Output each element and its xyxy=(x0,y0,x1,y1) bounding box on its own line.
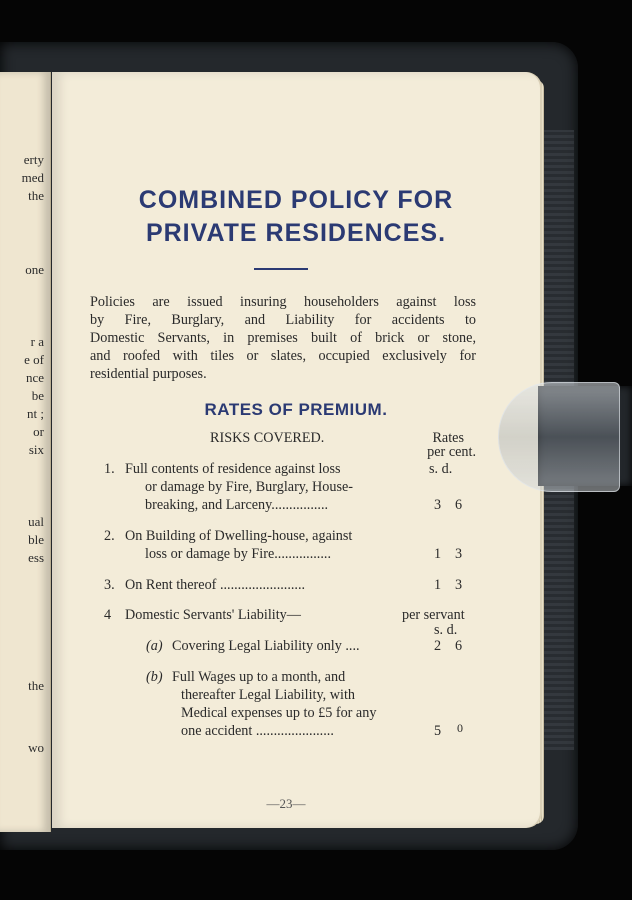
left-page-fragment: ess xyxy=(28,550,44,565)
sub-item-label: (a) xyxy=(146,638,163,654)
rates-column-header: Rates xyxy=(432,430,464,446)
sub-item-label: (b) xyxy=(146,669,163,685)
sd-header: s. d. xyxy=(434,622,458,638)
left-page-fragment: ble xyxy=(28,532,44,547)
left-page-fragment: the xyxy=(28,678,44,693)
clasp-strap xyxy=(498,382,632,490)
left-page-fragment: be xyxy=(31,388,44,403)
rate-pence: 6 xyxy=(455,638,463,654)
left-page-fragment: or xyxy=(33,424,44,439)
intro-line: Policies are issued insuring householders against loss xyxy=(90,294,476,310)
left-page-fragment: ual xyxy=(28,514,44,529)
sub-item-text: Full Wages up to a month, and xyxy=(172,669,346,685)
left-page xyxy=(0,72,51,832)
left-page-fragment: erty xyxy=(23,152,44,167)
intro-line: by Fire, Burglary, and Liability for accidents to xyxy=(90,312,476,328)
page-number: —23— xyxy=(266,796,306,811)
item-text: On Rent thereof ........................ xyxy=(125,577,306,593)
item-text: breaking, and Larceny................ xyxy=(145,497,329,513)
item-text: On Building of Dwelling-house, against xyxy=(125,528,353,544)
item-number: 4 xyxy=(104,607,112,623)
item-text: loss or damage by Fire................ xyxy=(145,546,331,562)
left-page-fragment: med xyxy=(21,170,44,185)
title-rule xyxy=(254,268,308,270)
intro-line: residential purposes. xyxy=(90,366,207,382)
item-number: 1. xyxy=(104,461,115,477)
intro-line: and roofed with tiles or slates, occupied exclusively for xyxy=(90,348,476,364)
sub-item-text: thereafter Legal Liability, with xyxy=(181,687,355,703)
rate-shillings: 5 xyxy=(434,723,442,739)
item-text: Full contents of residence against loss xyxy=(125,461,341,477)
page-title-line: COMBINED POLICY FOR xyxy=(138,186,454,214)
rate-pence: 3 xyxy=(455,577,463,593)
rate-pence: 3 xyxy=(455,546,463,562)
left-page-fragment: e of xyxy=(24,352,44,367)
sub-item-text: one accident ...................... xyxy=(181,723,334,739)
rate-shillings: 2 xyxy=(434,638,442,654)
risks-column-header: RISKS COVERED. xyxy=(210,430,325,446)
rates-column-header: per cent. xyxy=(427,444,476,460)
intro-line: Domestic Servants, in premises built of brick or stone, xyxy=(90,330,476,346)
per-servant-label: per servant xyxy=(402,607,465,623)
left-page-fragment: six xyxy=(28,442,44,457)
sub-item-text: Covering Legal Liability only .... xyxy=(172,638,360,654)
rate-shillings: 1 xyxy=(434,577,442,593)
left-page-fragment: r a xyxy=(30,334,44,349)
item-text: Domestic Servants' Liability— xyxy=(125,607,301,623)
left-page-fragment: wo xyxy=(28,740,44,755)
left-page-fragment: nt ; xyxy=(27,406,44,421)
item-text: or damage by Fire, Burglary, House- xyxy=(145,479,354,495)
rate-pence: 0 xyxy=(457,721,463,735)
item-number: 3. xyxy=(104,577,115,593)
page-title-line: PRIVATE RESIDENCES. xyxy=(145,219,447,247)
item-number: 2. xyxy=(104,528,115,544)
sd-header: s. d. xyxy=(429,461,453,477)
left-page-fragment: nce xyxy=(25,370,44,385)
premium-heading: RATES OF PREMIUM. xyxy=(204,400,388,419)
strap-loop xyxy=(498,382,620,492)
rate-shillings: 3 xyxy=(434,497,442,513)
left-page-fragment: one xyxy=(25,262,44,277)
rate-shillings: 1 xyxy=(434,546,442,562)
sub-item-text: Medical expenses up to £5 for any xyxy=(181,705,377,721)
left-page-fragment: the xyxy=(28,188,44,203)
rate-pence: 6 xyxy=(455,497,463,513)
